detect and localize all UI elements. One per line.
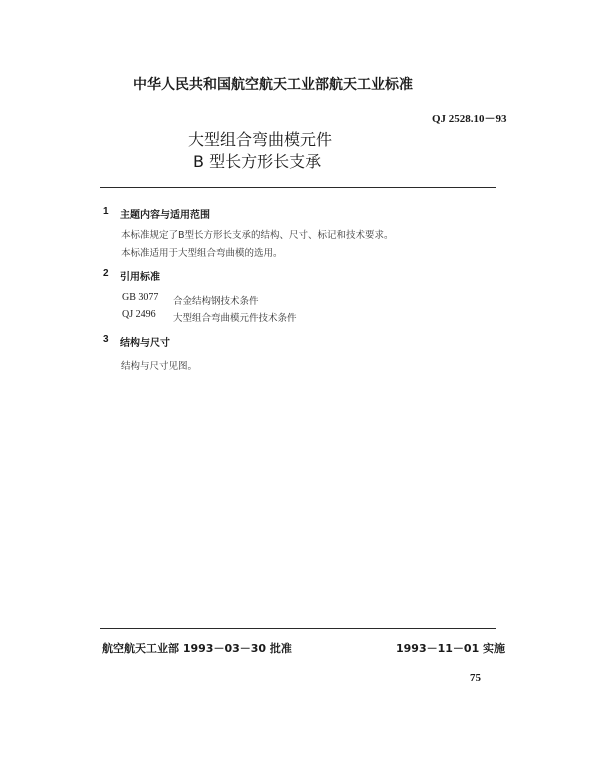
standard-number: QJ 2528.10－93 bbox=[432, 113, 507, 125]
section-2-number: 2 bbox=[103, 268, 109, 279]
section-2-title: 引用标准 bbox=[120, 272, 160, 283]
page-number: 75 bbox=[470, 672, 481, 684]
footer-divider bbox=[100, 628, 496, 629]
reference-code: QJ 2496 bbox=[122, 309, 156, 320]
reference-name: 合金结构钢技术条件 bbox=[173, 296, 259, 307]
approval-line: 航空航天工业部 1993－03－30 批准 bbox=[102, 642, 292, 655]
section-1-number: 1 bbox=[103, 206, 109, 217]
section-1-paragraph-2: 本标准适用于大型组合弯曲模的选用。 bbox=[121, 248, 283, 259]
section-3-number: 3 bbox=[103, 334, 109, 345]
section-3-title: 结构与尺寸 bbox=[120, 338, 170, 349]
issuing-authority: 中华人民共和国航空航天工业部航天工业标准 bbox=[133, 77, 413, 93]
section-3-paragraph-1: 结构与尺寸见图。 bbox=[121, 361, 198, 372]
document-title-line1: 大型组合弯曲模元件 bbox=[188, 130, 333, 149]
reference-code: GB 3077 bbox=[122, 292, 159, 303]
section-1-title: 主题内容与适用范围 bbox=[120, 210, 210, 221]
document-title-line2: B 型长方形长支承 bbox=[193, 152, 322, 171]
section-1-paragraph-1: 本标准规定了B型长方形长支承的结构、尺寸、标记和技术要求。 bbox=[121, 230, 394, 241]
header-divider bbox=[100, 187, 496, 188]
reference-name: 大型组合弯曲模元件技术条件 bbox=[173, 313, 297, 324]
effective-date: 1993－11－01 实施 bbox=[396, 642, 506, 655]
